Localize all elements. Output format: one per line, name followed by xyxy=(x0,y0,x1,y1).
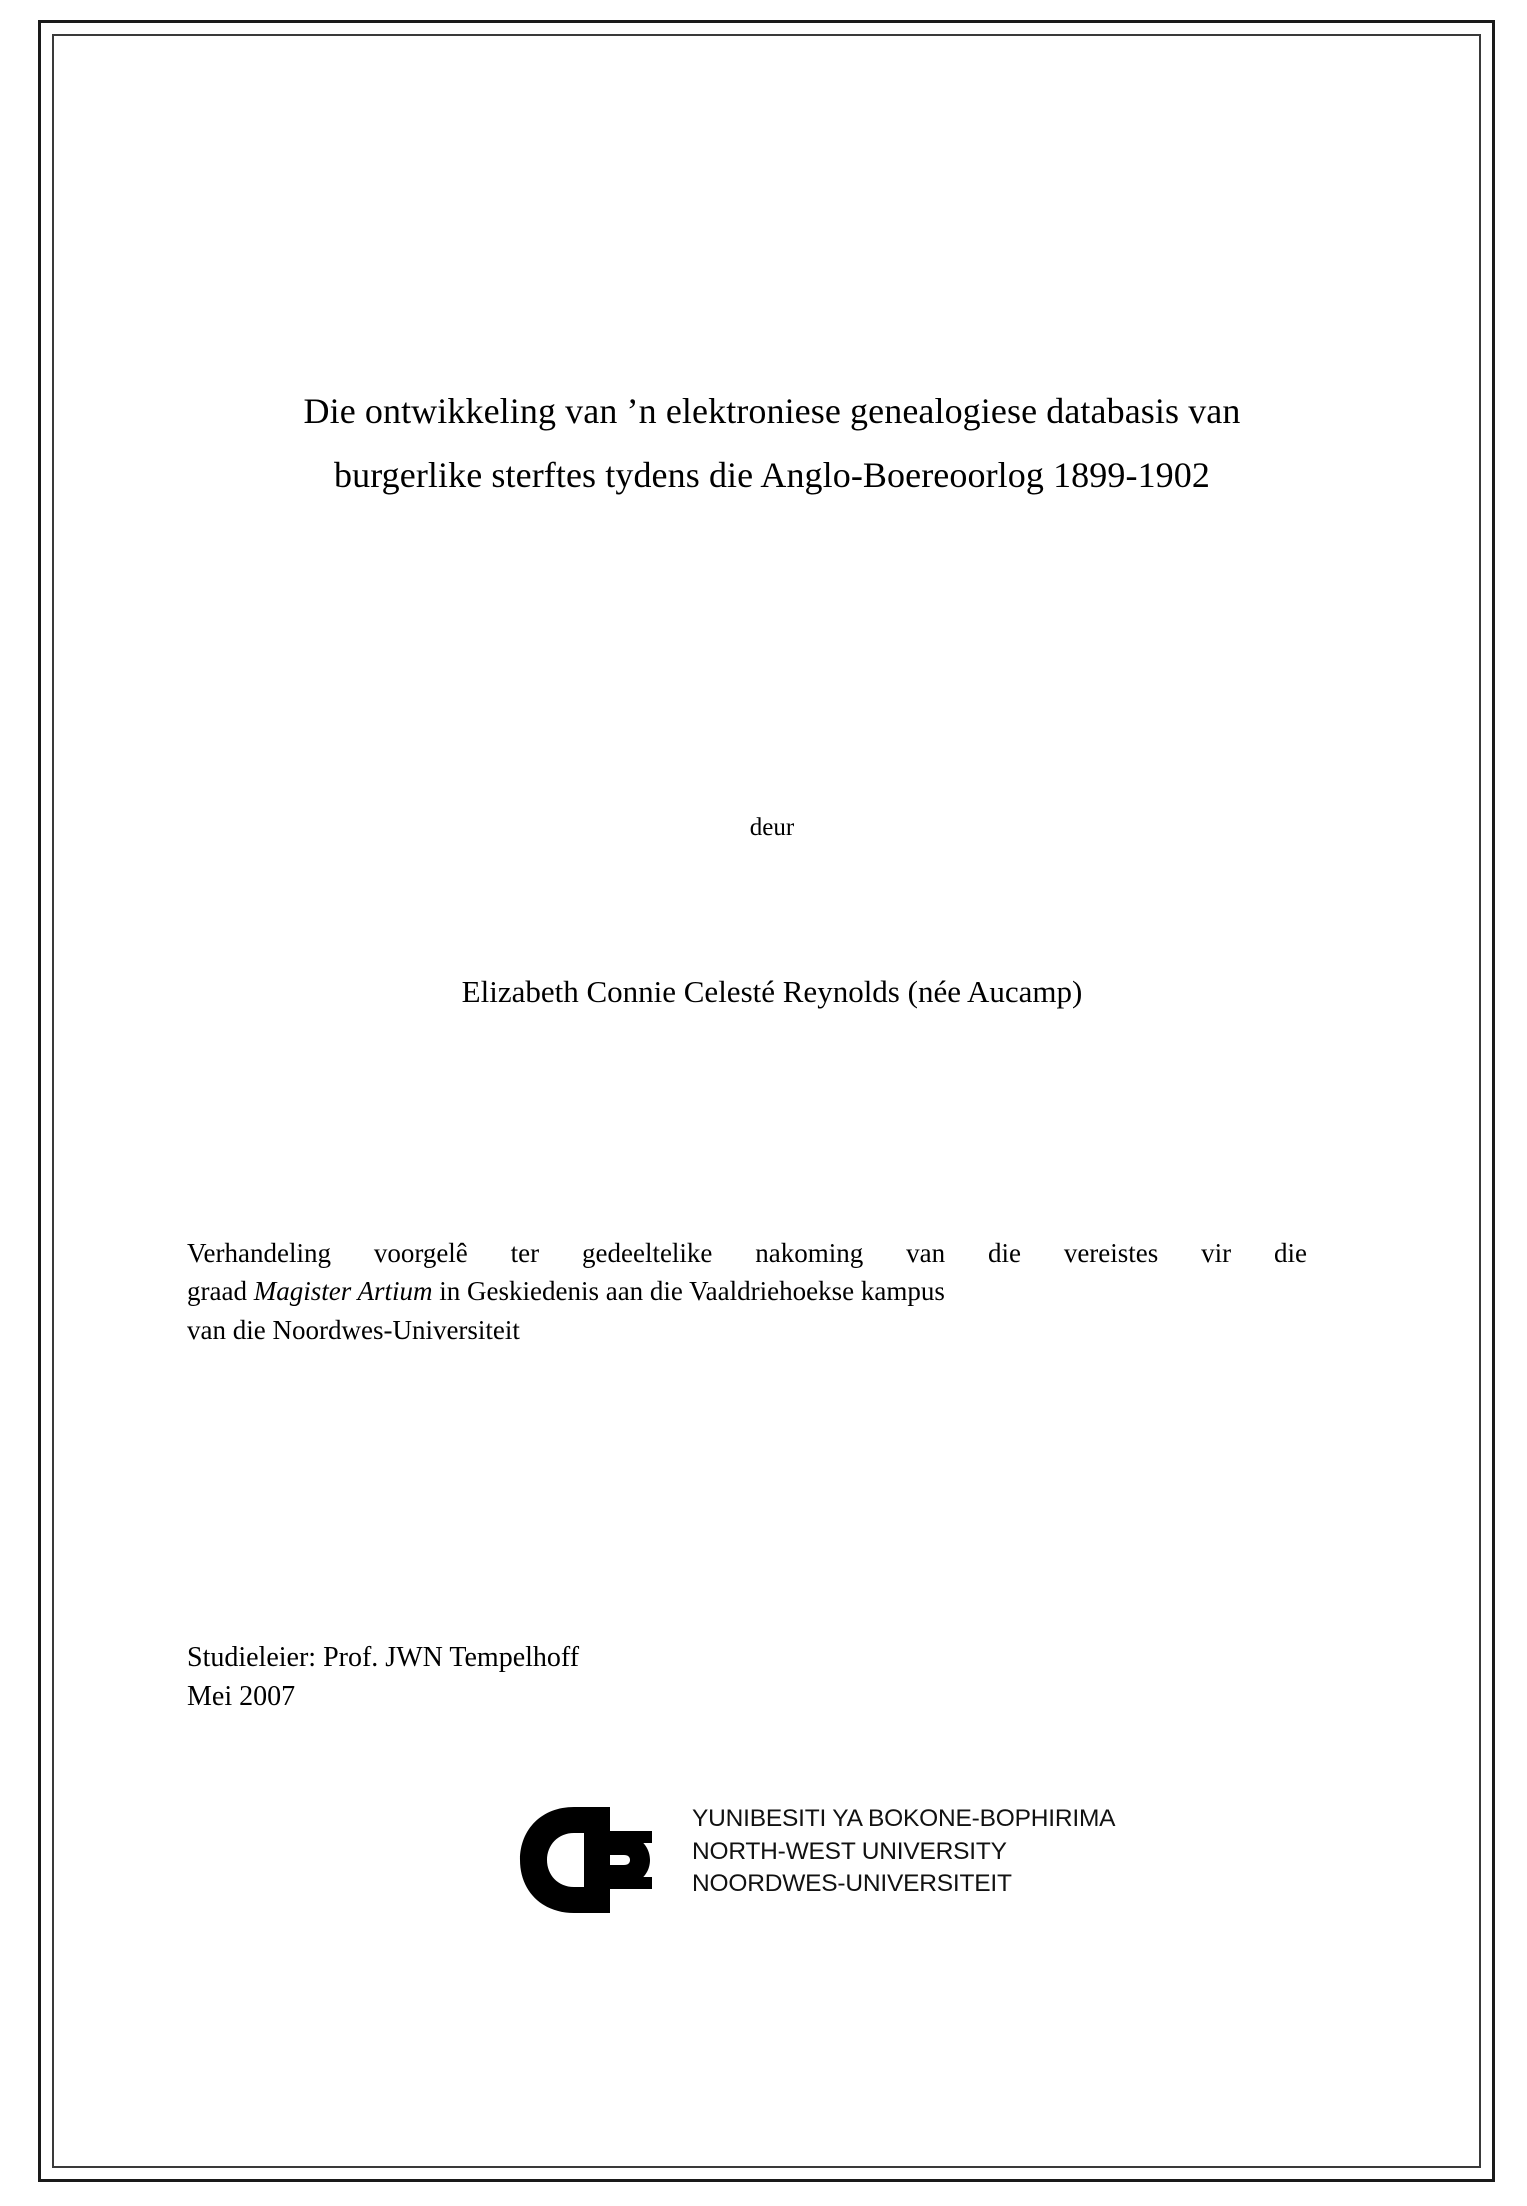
page-content xyxy=(52,34,1481,2168)
statement-line-2 xyxy=(187,1272,1307,1310)
university-logo-text xyxy=(692,1803,1115,1901)
by-label: deur xyxy=(749,814,795,841)
author-name: Elizabeth Connie Celesté Reynolds (née Aucamp) xyxy=(461,974,1083,1009)
statement-line-2-suffix: in Geskiedenis aan die Vaaldriehoekse kampus xyxy=(432,1276,945,1307)
logo-text-line-1: YUNIBESITI YA BOKONE-BOPHIRIMA xyxy=(692,1805,1116,1832)
supervisor-block xyxy=(187,1639,1187,1716)
title-line-2: burgerlike sterftes tydens die Anglo-Boereoorlog 1899-1902 xyxy=(334,455,1210,496)
statement-line-3: van die Noordwes-Universiteit xyxy=(187,1314,520,1345)
statement-line-1: Verhandeling voorgelê ter gedeeltelike nakoming van die vereistes vir die xyxy=(187,1238,1307,1268)
north-west-university-logo-icon xyxy=(512,1801,682,1919)
title-line-1: Die ontwikkeling van ’n elektroniese genealogiese databasis van xyxy=(303,391,1241,431)
logo-text-line-3: NOORDWES-UNIVERSITEIT xyxy=(692,1870,1012,1898)
degree-statement xyxy=(187,1234,1307,1349)
supervisor-line: Studieleier: Prof. JWN Tempelhoff xyxy=(187,1642,580,1673)
university-logo-block xyxy=(382,1799,1116,1929)
logo-text-line-2: NORTH-WEST UNIVERSITY xyxy=(692,1837,1007,1865)
page-title xyxy=(182,379,1362,507)
statement-line-2-prefix: graad xyxy=(187,1276,254,1307)
degree-name: Magister Artium xyxy=(253,1276,433,1307)
date-line: Mei 2007 xyxy=(187,1680,296,1712)
